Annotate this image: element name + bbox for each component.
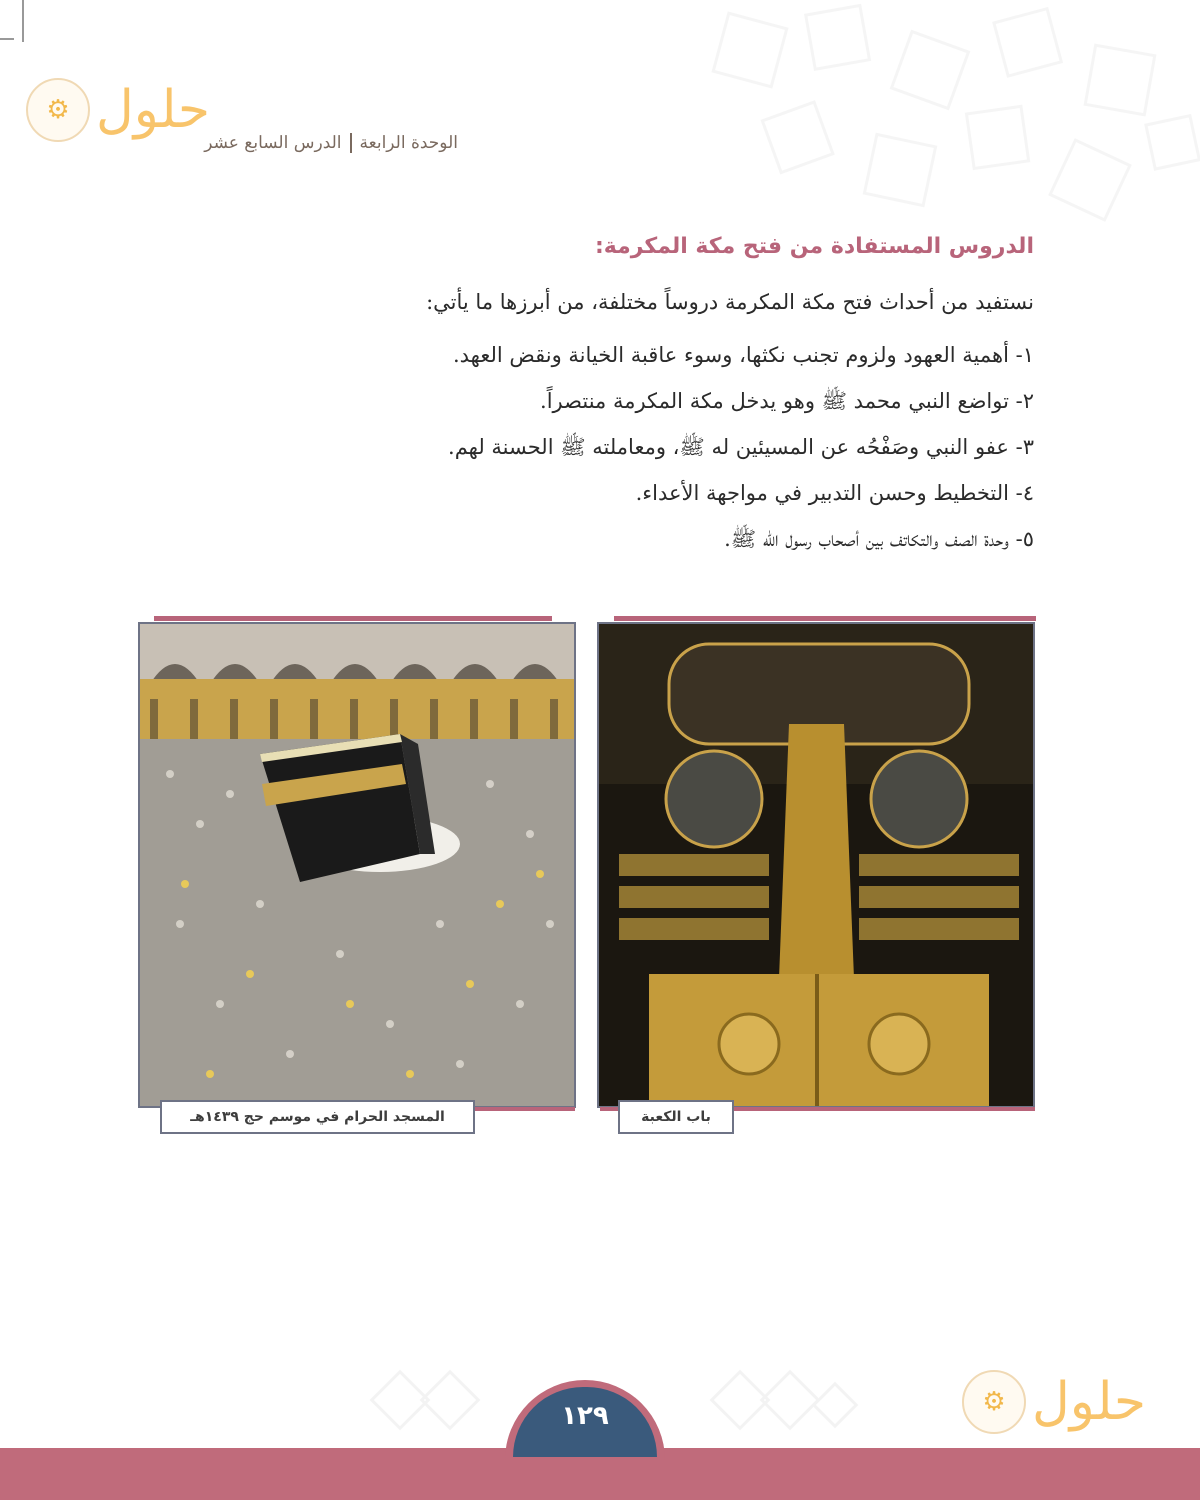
- breadcrumb-divider: [350, 133, 352, 153]
- unit-label: الوحدة الرابعة: [359, 133, 458, 153]
- masjid-haram-image: [140, 624, 574, 1106]
- logo-text: حلول: [96, 80, 211, 140]
- photo-top-bar: [154, 616, 552, 621]
- crop-mark: [0, 38, 14, 40]
- photo-top-bar: [614, 616, 1036, 621]
- list-item: ٤- التخطيط وحسن التدبير في مواجهة الأعداء.: [635, 481, 1034, 505]
- list-item: ٥- وحدة الصف والتكاتف بين أصحاب رسول الله ﷺ.: [724, 527, 1034, 551]
- logo-emblem-icon: ⚙: [26, 78, 90, 142]
- section-title: الدروس المستفادة من فتح مكة المكرمة:: [594, 234, 1034, 259]
- kaaba-door-photo: [597, 622, 1035, 1108]
- list-item: ١- أهمية العهود ولزوم تجنب نكثها، وسوء عاقبة الخيانة ونقض العهد.: [452, 343, 1034, 367]
- breadcrumb: [138, 133, 458, 153]
- kaaba-door-image: [599, 624, 1033, 1106]
- lesson-label: الدرس السابع عشر: [204, 133, 342, 153]
- logo-emblem-icon: ⚙: [962, 1370, 1026, 1434]
- list-item: ٢- تواضع النبي محمد ﷺ وهو يدخل مكة المكرمة منتصراً.: [540, 389, 1034, 413]
- logo-text: حلول: [1032, 1372, 1147, 1432]
- list-item: ٣- عفو النبي وصَفْحُه عن المسيئين له ﷺ، ومعاملته ﷺ الحسنة لهم.: [448, 435, 1034, 459]
- photo-caption: باب الكعبة: [618, 1100, 734, 1134]
- crop-mark: [0, 0, 24, 42]
- photo-caption: المسجد الحرام في موسم حج ١٤٣٩هـ: [160, 1100, 475, 1134]
- lessons-list: [274, 335, 1034, 565]
- decorative-pattern: [680, 0, 1200, 230]
- site-logo: [962, 1370, 1146, 1434]
- intro-paragraph: نستفيد من أحداث فتح مكة المكرمة دروساً مختلفة، من أبرزها ما يأتي:: [426, 290, 1034, 314]
- page-number: ١٢٩: [561, 1401, 609, 1431]
- masjid-haram-photo: [138, 622, 576, 1108]
